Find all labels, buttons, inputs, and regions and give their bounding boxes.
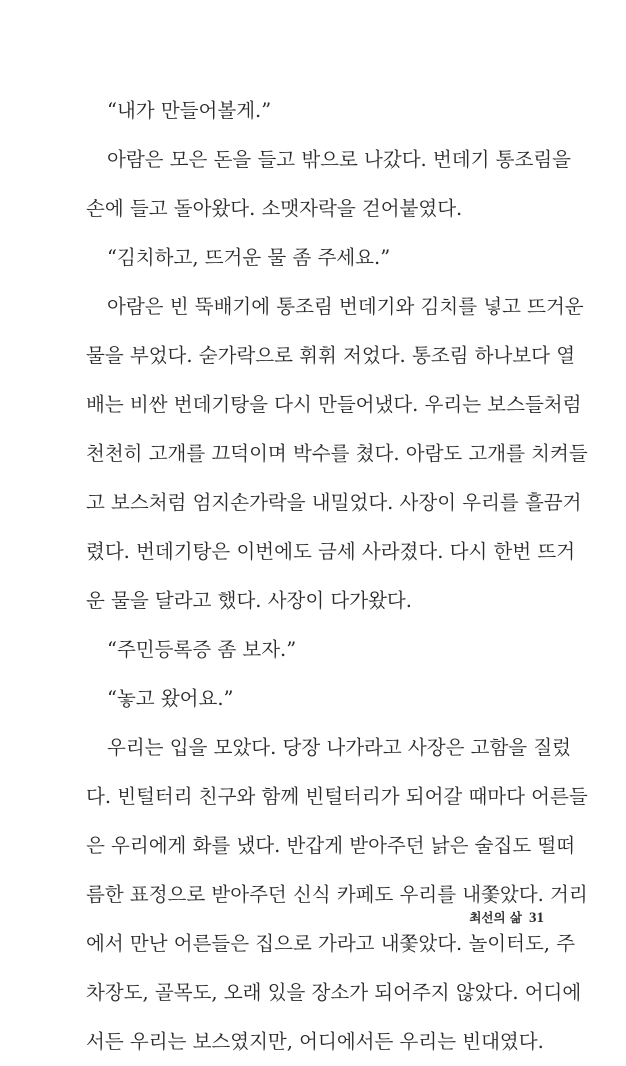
dialogue-line: “놓고 왔어요.”	[107, 687, 234, 710]
paragraph-line: 서든 우리는 보스였지만, 어디에서든 우리는 빈대였다.	[86, 1030, 544, 1053]
running-title: 최선의 삶	[469, 910, 522, 925]
paragraph-line: 고 보스처럼 엄지손가락을 내밀었다. 사장이 우리를 흘끔거	[86, 491, 582, 514]
paragraph-line: 아람은 모은 돈을 들고 밖으로 나갔다. 번데기 통조림을	[107, 148, 572, 171]
paragraph-line: 손에 들고 돌아왔다. 소맷자락을 걷어붙였다.	[86, 197, 463, 220]
paragraph-line: 차장도, 골목도, 오래 있을 장소가 되어주지 않았다. 어디에	[86, 981, 582, 1004]
page-footer	[469, 906, 544, 930]
paragraph-line: 배는 비싼 번데기탕을 다시 만들어냈다. 우리는 보스들처럼	[86, 393, 582, 416]
paragraph-line: 에서 만난 어른들은 집으로 가라고 내쫓았다. 놀이터도, 주	[86, 932, 576, 955]
paragraph-line: 렸다. 번데기탕은 이번에도 금세 사라졌다. 다시 한번 뜨거	[86, 540, 576, 563]
paragraph-line: 아람은 빈 뚝배기에 통조림 번데기와 김치를 넣고 뜨거운	[107, 295, 584, 318]
paragraph-line: 천천히 고개를 끄덕이며 박수를 쳤다. 아람도 고개를 치켜들	[86, 442, 588, 465]
page-number: 31	[529, 910, 544, 926]
paragraph-line: 물을 부었다. 숟가락으로 휘휘 저었다. 통조림 하나보다 열	[86, 344, 576, 367]
dialogue-line: “김치하고, 뜨거운 물 좀 주세요.”	[107, 246, 391, 269]
paragraph-line: 운 물을 달라고 했다. 사장이 다가왔다.	[86, 589, 412, 612]
dialogue-line: “내가 만들어볼게.”	[107, 99, 272, 122]
dialogue-line: “주민등록증 좀 보자.”	[107, 638, 297, 661]
paragraph-line: 다. 빈털터리 친구와 함께 빈털터리가 되어갈 때마다 어른들	[86, 785, 588, 808]
paragraph-line: 은 우리에게 화를 냈다. 반갑게 받아주던 낡은 술집도 떨떠	[86, 834, 576, 857]
paragraph-line: 름한 표정으로 받아주던 신식 카페도 우리를 내쫓았다. 거리	[86, 883, 588, 906]
paragraph-line: 우리는 입을 모았다. 당장 나가라고 사장은 고함을 질렀	[107, 736, 572, 759]
